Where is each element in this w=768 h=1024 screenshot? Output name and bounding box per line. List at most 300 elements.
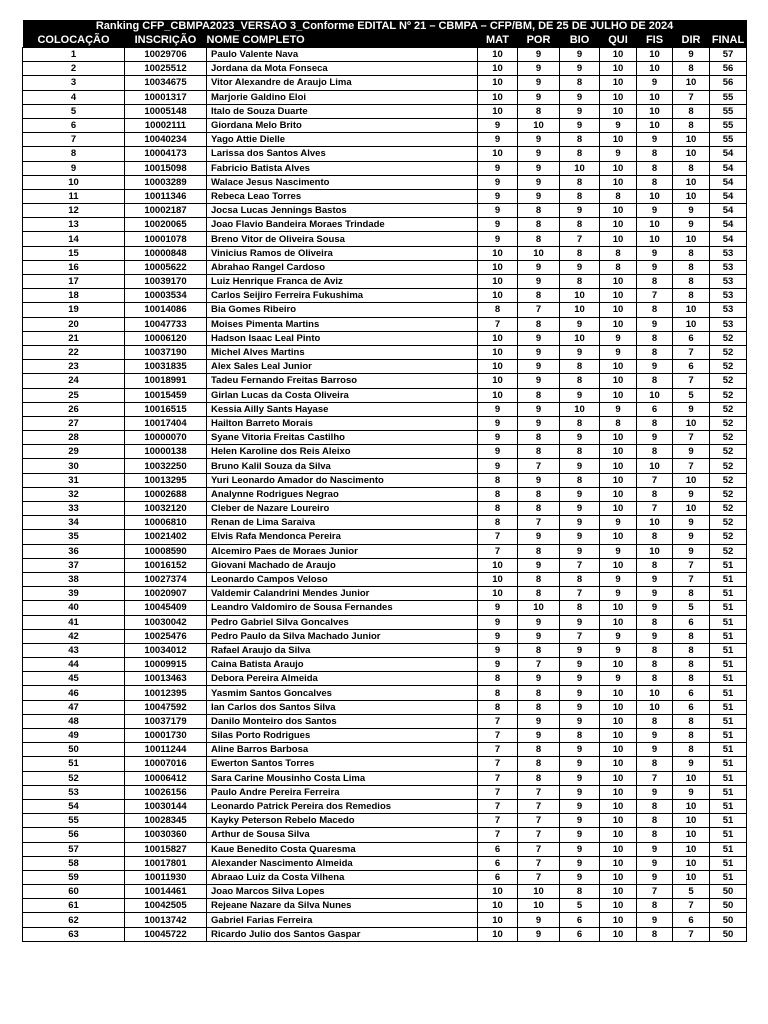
final-cell: 56 xyxy=(710,76,747,90)
table-row xyxy=(23,374,747,388)
final-cell: 51 xyxy=(710,658,747,672)
fis-cell: 10 xyxy=(637,700,673,714)
bio-cell: 9 xyxy=(560,686,600,700)
inscricao-cell: 10037179 xyxy=(125,714,207,728)
qui-cell: 10 xyxy=(600,714,637,728)
inscricao-cell: 10032120 xyxy=(125,502,207,516)
fis-cell: 9 xyxy=(637,317,673,331)
por-cell: 9 xyxy=(518,345,560,359)
mat-cell: 10 xyxy=(478,927,518,941)
nome-cell: Pedro Paulo da Silva Machado Junior xyxy=(207,629,478,643)
inscricao-cell: 10011346 xyxy=(125,189,207,203)
qui-cell: 10 xyxy=(600,601,637,615)
final-cell: 51 xyxy=(710,686,747,700)
inscricao-cell: 10001730 xyxy=(125,729,207,743)
por-cell: 9 xyxy=(518,729,560,743)
qui-cell: 8 xyxy=(600,260,637,274)
inscricao-cell: 10027374 xyxy=(125,572,207,586)
bio-cell: 9 xyxy=(560,814,600,828)
mat-cell: 7 xyxy=(478,814,518,828)
bio-cell: 9 xyxy=(560,204,600,218)
inscricao-cell: 10037190 xyxy=(125,345,207,359)
inscricao-cell: 10032250 xyxy=(125,459,207,473)
table-row xyxy=(23,643,747,657)
bio-cell: 9 xyxy=(560,615,600,629)
fis-cell: 9 xyxy=(637,629,673,643)
fis-cell: 10 xyxy=(637,232,673,246)
final-cell: 52 xyxy=(710,487,747,501)
por-cell: 8 xyxy=(518,686,560,700)
mat-cell: 10 xyxy=(478,289,518,303)
colocacao-cell: 26 xyxy=(23,402,125,416)
header-row xyxy=(23,33,747,48)
nome-cell: Paulo Valente Nava xyxy=(207,48,478,62)
por-cell: 9 xyxy=(518,133,560,147)
nome-cell: Larissa dos Santos Alves xyxy=(207,147,478,161)
final-cell: 52 xyxy=(710,374,747,388)
final-cell: 50 xyxy=(710,927,747,941)
dir-cell: 7 xyxy=(673,345,710,359)
table-row xyxy=(23,700,747,714)
final-cell: 51 xyxy=(710,558,747,572)
bio-cell: 8 xyxy=(560,729,600,743)
qui-cell: 10 xyxy=(600,62,637,76)
mat-cell: 8 xyxy=(478,487,518,501)
inscricao-cell: 10020065 xyxy=(125,218,207,232)
bio-cell: 6 xyxy=(560,913,600,927)
colocacao-cell: 42 xyxy=(23,629,125,643)
fis-cell: 10 xyxy=(637,118,673,132)
dir-cell: 8 xyxy=(673,246,710,260)
por-cell: 9 xyxy=(518,530,560,544)
qui-cell: 10 xyxy=(600,487,637,501)
fis-cell: 8 xyxy=(637,814,673,828)
nome-cell: Kaue Benedito Costa Quaresma xyxy=(207,842,478,856)
final-cell: 51 xyxy=(710,729,747,743)
fis-cell: 8 xyxy=(637,643,673,657)
nome-cell: Vitor Alexandre de Araujo Lima xyxy=(207,76,478,90)
qui-cell: 10 xyxy=(600,133,637,147)
final-cell: 52 xyxy=(710,530,747,544)
por-cell: 9 xyxy=(518,629,560,643)
table-row xyxy=(23,345,747,359)
por-cell: 9 xyxy=(518,62,560,76)
dir-cell: 8 xyxy=(673,729,710,743)
nome-cell: Ian Carlos dos Santos Silva xyxy=(207,700,478,714)
bio-cell: 9 xyxy=(560,345,600,359)
inscricao-cell: 10040234 xyxy=(125,133,207,147)
nome-cell: Rejeane Nazare da Silva Nunes xyxy=(207,899,478,913)
inscricao-cell: 10000070 xyxy=(125,431,207,445)
final-cell: 52 xyxy=(710,416,747,430)
fis-cell: 10 xyxy=(637,459,673,473)
por-cell: 8 xyxy=(518,572,560,586)
mat-cell: 10 xyxy=(478,360,518,374)
colocacao-cell: 46 xyxy=(23,686,125,700)
qui-cell: 10 xyxy=(600,303,637,317)
nome-cell: Moises Pimenta Martins xyxy=(207,317,478,331)
dir-cell: 8 xyxy=(673,587,710,601)
fis-cell: 9 xyxy=(637,431,673,445)
por-cell: 8 xyxy=(518,104,560,118)
col-header-colocacao: COLOCAÇÃO xyxy=(23,33,125,48)
nome-cell: Leandro Valdomiro de Sousa Fernandes xyxy=(207,601,478,615)
inscricao-cell: 10002111 xyxy=(125,118,207,132)
bio-cell: 9 xyxy=(560,771,600,785)
nome-cell: Danilo Monteiro dos Santos xyxy=(207,714,478,728)
nome-cell: Joao Marcos Silva Lopes xyxy=(207,885,478,899)
por-cell: 7 xyxy=(518,785,560,799)
inscricao-cell: 10006120 xyxy=(125,331,207,345)
colocacao-cell: 10 xyxy=(23,175,125,189)
qui-cell: 9 xyxy=(600,331,637,345)
por-cell: 8 xyxy=(518,218,560,232)
nome-cell: Alcemiro Paes de Moraes Junior xyxy=(207,544,478,558)
dir-cell: 6 xyxy=(673,331,710,345)
dir-cell: 10 xyxy=(673,502,710,516)
inscricao-cell: 10026156 xyxy=(125,785,207,799)
mat-cell: 6 xyxy=(478,870,518,884)
qui-cell: 10 xyxy=(600,388,637,402)
nome-cell: Aline Barros Barbosa xyxy=(207,743,478,757)
fis-cell: 10 xyxy=(637,544,673,558)
final-cell: 55 xyxy=(710,118,747,132)
mat-cell: 9 xyxy=(478,133,518,147)
colocacao-cell: 36 xyxy=(23,544,125,558)
nome-cell: Cleber de Nazare Loureiro xyxy=(207,502,478,516)
fis-cell: 8 xyxy=(637,147,673,161)
colocacao-cell: 25 xyxy=(23,388,125,402)
nome-cell: Kayky Peterson Rebelo Macedo xyxy=(207,814,478,828)
por-cell: 7 xyxy=(518,814,560,828)
mat-cell: 10 xyxy=(478,90,518,104)
bio-cell: 9 xyxy=(560,516,600,530)
inscricao-cell: 10030144 xyxy=(125,799,207,813)
qui-cell: 10 xyxy=(600,785,637,799)
table-row xyxy=(23,232,747,246)
mat-cell: 9 xyxy=(478,189,518,203)
final-cell: 51 xyxy=(710,799,747,813)
final-cell: 54 xyxy=(710,161,747,175)
colocacao-cell: 21 xyxy=(23,331,125,345)
qui-cell: 10 xyxy=(600,104,637,118)
dir-cell: 10 xyxy=(673,856,710,870)
colocacao-cell: 39 xyxy=(23,587,125,601)
mat-cell: 9 xyxy=(478,459,518,473)
fis-cell: 10 xyxy=(637,388,673,402)
dir-cell: 10 xyxy=(673,175,710,189)
col-header-por: POR xyxy=(518,33,560,48)
qui-cell: 10 xyxy=(600,615,637,629)
final-cell: 51 xyxy=(710,814,747,828)
final-cell: 50 xyxy=(710,913,747,927)
por-cell: 9 xyxy=(518,615,560,629)
mat-cell: 8 xyxy=(478,686,518,700)
nome-cell: Carlos Seijiro Ferreira Fukushima xyxy=(207,289,478,303)
inscricao-cell: 10011930 xyxy=(125,870,207,884)
colocacao-cell: 43 xyxy=(23,643,125,657)
fis-cell: 9 xyxy=(637,729,673,743)
colocacao-cell: 13 xyxy=(23,218,125,232)
mat-cell: 10 xyxy=(478,62,518,76)
fis-cell: 7 xyxy=(637,885,673,899)
inscricao-cell: 10001317 xyxy=(125,90,207,104)
inscricao-cell: 10013295 xyxy=(125,473,207,487)
fis-cell: 8 xyxy=(637,275,673,289)
col-header-mat: MAT xyxy=(478,33,518,48)
final-cell: 51 xyxy=(710,714,747,728)
colocacao-cell: 34 xyxy=(23,516,125,530)
qui-cell: 10 xyxy=(600,686,637,700)
colocacao-cell: 8 xyxy=(23,147,125,161)
por-cell: 8 xyxy=(518,317,560,331)
bio-cell: 9 xyxy=(560,714,600,728)
dir-cell: 8 xyxy=(673,672,710,686)
colocacao-cell: 48 xyxy=(23,714,125,728)
bio-cell: 7 xyxy=(560,587,600,601)
bio-cell: 7 xyxy=(560,558,600,572)
inscricao-cell: 10013742 xyxy=(125,913,207,927)
colocacao-cell: 7 xyxy=(23,133,125,147)
fis-cell: 7 xyxy=(637,473,673,487)
por-cell: 7 xyxy=(518,870,560,884)
por-cell: 9 xyxy=(518,714,560,728)
nome-cell: Kessia Ailly Sants Hayase xyxy=(207,402,478,416)
col-header-final: FINAL xyxy=(710,33,747,48)
inscricao-cell: 10004173 xyxy=(125,147,207,161)
por-cell: 8 xyxy=(518,771,560,785)
qui-cell: 10 xyxy=(600,828,637,842)
colocacao-cell: 1 xyxy=(23,48,125,62)
inscricao-cell: 10006810 xyxy=(125,516,207,530)
qui-cell: 10 xyxy=(600,175,637,189)
fis-cell: 10 xyxy=(637,189,673,203)
dir-cell: 10 xyxy=(673,473,710,487)
qui-cell: 9 xyxy=(600,147,637,161)
qui-cell: 10 xyxy=(600,913,637,927)
table-row xyxy=(23,402,747,416)
nome-cell: Marjorie Galdino Eloi xyxy=(207,90,478,104)
fis-cell: 8 xyxy=(637,714,673,728)
qui-cell: 10 xyxy=(600,771,637,785)
table-row xyxy=(23,275,747,289)
final-cell: 52 xyxy=(710,431,747,445)
colocacao-cell: 60 xyxy=(23,885,125,899)
final-cell: 53 xyxy=(710,246,747,260)
final-cell: 54 xyxy=(710,175,747,189)
colocacao-cell: 44 xyxy=(23,658,125,672)
nome-cell: Hailton Barreto Morais xyxy=(207,416,478,430)
inscricao-cell: 10012395 xyxy=(125,686,207,700)
fis-cell: 8 xyxy=(637,615,673,629)
nome-cell: Yasmim Santos Goncalves xyxy=(207,686,478,700)
inscricao-cell: 10030042 xyxy=(125,615,207,629)
bio-cell: 9 xyxy=(560,700,600,714)
dir-cell: 8 xyxy=(673,260,710,274)
fis-cell: 9 xyxy=(637,743,673,757)
por-cell: 9 xyxy=(518,416,560,430)
por-cell: 8 xyxy=(518,232,560,246)
por-cell: 8 xyxy=(518,743,560,757)
nome-cell: Yago Attie Dielle xyxy=(207,133,478,147)
dir-cell: 10 xyxy=(673,133,710,147)
final-cell: 51 xyxy=(710,828,747,842)
por-cell: 8 xyxy=(518,431,560,445)
final-cell: 51 xyxy=(710,643,747,657)
mat-cell: 9 xyxy=(478,161,518,175)
table-row xyxy=(23,317,747,331)
por-cell: 9 xyxy=(518,260,560,274)
table-row xyxy=(23,331,747,345)
inscricao-cell: 10016152 xyxy=(125,558,207,572)
bio-cell: 9 xyxy=(560,459,600,473)
colocacao-cell: 59 xyxy=(23,870,125,884)
fis-cell: 8 xyxy=(637,658,673,672)
por-cell: 9 xyxy=(518,913,560,927)
qui-cell: 10 xyxy=(600,204,637,218)
qui-cell: 10 xyxy=(600,317,637,331)
inscricao-cell: 10000848 xyxy=(125,246,207,260)
por-cell: 7 xyxy=(518,856,560,870)
nome-cell: Bruno Kalil Souza da Silva xyxy=(207,459,478,473)
qui-cell: 9 xyxy=(600,643,637,657)
mat-cell: 8 xyxy=(478,516,518,530)
table-row xyxy=(23,870,747,884)
dir-cell: 10 xyxy=(673,303,710,317)
por-cell: 8 xyxy=(518,445,560,459)
por-cell: 10 xyxy=(518,601,560,615)
col-header-nome: NOME COMPLETO xyxy=(207,33,478,48)
inscricao-cell: 10030360 xyxy=(125,828,207,842)
por-cell: 8 xyxy=(518,700,560,714)
nome-cell: Leonardo Campos Veloso xyxy=(207,572,478,586)
bio-cell: 9 xyxy=(560,785,600,799)
colocacao-cell: 28 xyxy=(23,431,125,445)
qui-cell: 10 xyxy=(600,799,637,813)
inscricao-cell: 10013463 xyxy=(125,672,207,686)
bio-cell: 9 xyxy=(560,48,600,62)
fis-cell: 10 xyxy=(637,218,673,232)
nome-cell: Helen Karoline dos Reis Aleixo xyxy=(207,445,478,459)
table-row xyxy=(23,615,747,629)
qui-cell: 10 xyxy=(600,814,637,828)
ranking-table xyxy=(22,20,747,942)
final-cell: 51 xyxy=(710,572,747,586)
final-cell: 52 xyxy=(710,402,747,416)
por-cell: 9 xyxy=(518,147,560,161)
fis-cell: 8 xyxy=(637,416,673,430)
fis-cell: 10 xyxy=(637,104,673,118)
table-row xyxy=(23,90,747,104)
colocacao-cell: 24 xyxy=(23,374,125,388)
table-row xyxy=(23,757,747,771)
por-cell: 10 xyxy=(518,885,560,899)
colocacao-cell: 20 xyxy=(23,317,125,331)
fis-cell: 7 xyxy=(637,289,673,303)
por-cell: 9 xyxy=(518,360,560,374)
bio-cell: 8 xyxy=(560,360,600,374)
bio-cell: 9 xyxy=(560,388,600,402)
final-cell: 52 xyxy=(710,459,747,473)
fis-cell: 8 xyxy=(637,899,673,913)
table-row xyxy=(23,558,747,572)
colocacao-cell: 52 xyxy=(23,771,125,785)
dir-cell: 9 xyxy=(673,218,710,232)
qui-cell: 10 xyxy=(600,757,637,771)
inscricao-cell: 10034012 xyxy=(125,643,207,657)
dir-cell: 9 xyxy=(673,204,710,218)
table-row xyxy=(23,899,747,913)
table-row xyxy=(23,530,747,544)
dir-cell: 10 xyxy=(673,828,710,842)
por-cell: 9 xyxy=(518,473,560,487)
colocacao-cell: 5 xyxy=(23,104,125,118)
por-cell: 8 xyxy=(518,289,560,303)
table-row xyxy=(23,360,747,374)
title-row xyxy=(23,20,747,33)
nome-cell: Pedro Gabriel Silva Goncalves xyxy=(207,615,478,629)
nome-cell: Fabricio Batista Alves xyxy=(207,161,478,175)
bio-cell: 9 xyxy=(560,743,600,757)
por-cell: 10 xyxy=(518,246,560,260)
fis-cell: 9 xyxy=(637,76,673,90)
dir-cell: 9 xyxy=(673,487,710,501)
colocacao-cell: 18 xyxy=(23,289,125,303)
colocacao-cell: 37 xyxy=(23,558,125,572)
qui-cell: 8 xyxy=(600,189,637,203)
colocacao-cell: 56 xyxy=(23,828,125,842)
por-cell: 10 xyxy=(518,118,560,132)
dir-cell: 8 xyxy=(673,62,710,76)
por-cell: 9 xyxy=(518,175,560,189)
final-cell: 51 xyxy=(710,771,747,785)
por-cell: 7 xyxy=(518,658,560,672)
mat-cell: 7 xyxy=(478,317,518,331)
qui-cell: 10 xyxy=(600,48,637,62)
fis-cell: 9 xyxy=(637,246,673,260)
fis-cell: 9 xyxy=(637,842,673,856)
fis-cell: 9 xyxy=(637,572,673,586)
qui-cell: 9 xyxy=(600,572,637,586)
nome-cell: Abrahao Rangel Cardoso xyxy=(207,260,478,274)
final-cell: 53 xyxy=(710,303,747,317)
fis-cell: 9 xyxy=(637,856,673,870)
nome-cell: Giovani Machado de Araujo xyxy=(207,558,478,572)
nome-cell: Tadeu Fernando Freitas Barroso xyxy=(207,374,478,388)
table-row xyxy=(23,729,747,743)
mat-cell: 10 xyxy=(478,374,518,388)
bio-cell: 5 xyxy=(560,899,600,913)
fis-cell: 8 xyxy=(637,345,673,359)
dir-cell: 7 xyxy=(673,459,710,473)
table-row xyxy=(23,445,747,459)
mat-cell: 10 xyxy=(478,587,518,601)
nome-cell: Alexander Nascimento Almeida xyxy=(207,856,478,870)
final-cell: 52 xyxy=(710,360,747,374)
table-body xyxy=(23,48,747,942)
final-cell: 51 xyxy=(710,700,747,714)
qui-cell: 10 xyxy=(600,502,637,516)
table-row xyxy=(23,62,747,76)
table-row xyxy=(23,246,747,260)
final-cell: 56 xyxy=(710,62,747,76)
fis-cell: 8 xyxy=(637,331,673,345)
table-row xyxy=(23,572,747,586)
final-cell: 54 xyxy=(710,204,747,218)
inscricao-cell: 10042505 xyxy=(125,899,207,913)
nome-cell: Paulo Andre Pereira Ferreira xyxy=(207,785,478,799)
fis-cell: 7 xyxy=(637,502,673,516)
